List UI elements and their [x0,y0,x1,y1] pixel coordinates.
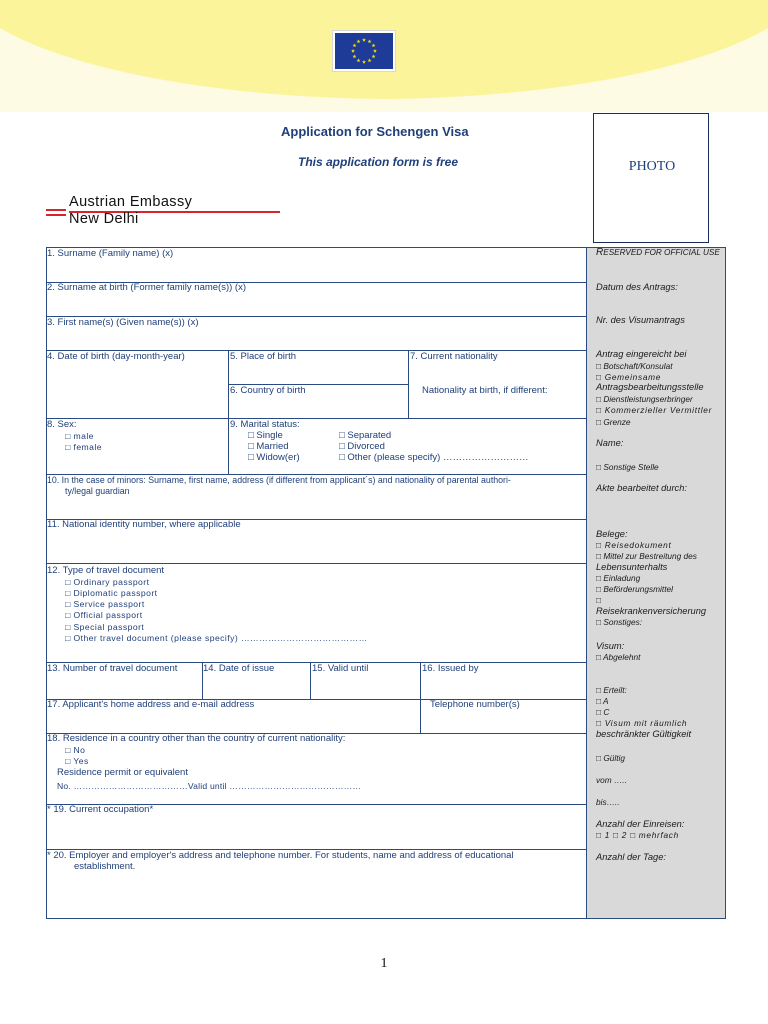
col-divider [420,699,421,733]
field-first-names[interactable]: 3. First name(s) (Given name(s)) (x) [47,317,199,328]
field-employer[interactable]: * 20. Employer and employer's address and telephone number. For students, name and address of educational [47,850,514,861]
official-erteilt-item[interactable]: □ A [596,696,609,706]
field-nationality-at-birth[interactable]: Nationality at birth, if different: [422,385,548,396]
field-sex-label: 8. Sex: [47,419,77,430]
marital-married-checkbox[interactable]: □ Married [248,441,289,452]
official-erteilt-item[interactable]: □ Erteilt: [596,685,627,695]
official-antrag-item[interactable]: □ Botschaft/Konsulat [596,361,673,371]
field-date-of-issue[interactable]: 14. Date of issue [203,663,275,674]
official-antrag-item[interactable]: □ Gemeinsame [596,372,662,382]
marital-single-checkbox[interactable]: □ Single [248,430,283,441]
field-telephone[interactable]: Telephone number(s) [430,699,520,710]
official-abgelehnt[interactable]: □ Abgelehnt [596,652,641,662]
field-employer-cont: establishment. [74,861,136,872]
col-divider [228,350,229,474]
travel-doc-service-checkbox[interactable]: □ Service passport [65,599,145,609]
red-flag-mark-bottom [46,214,66,216]
travel-doc-special-checkbox[interactable]: □ Special passport [65,622,145,632]
official-anzahl-einreisen: Anzahl der Einreisen: [596,819,685,829]
official-use-heading: RESERVED FOR OFFICIAL USE [596,247,720,258]
row-divider [46,563,586,564]
col-divider [408,350,409,418]
official-erteilt-item[interactable]: □ C [596,707,610,717]
marital-other-checkbox[interactable]: □ Other (please specify) ……………………… [339,452,529,463]
sex-female-checkbox[interactable]: □ female [65,442,102,452]
official-belege-item[interactable]: □ Reisedokument [596,540,672,550]
field-place-of-birth[interactable]: 5. Place of birth [230,351,297,362]
official-einreisen-options[interactable]: □ 1 □ 2 □ mehrfach [596,830,679,840]
official-divider [586,248,587,918]
travel-doc-diplomatic-checkbox[interactable]: □ Diplomatic passport [65,588,158,598]
embassy-city: New Delhi [69,211,139,227]
official-belege-item[interactable]: □ Sonstiges: [596,617,643,627]
official-akte: Akte bearbeitet durch: [596,483,687,493]
field-country-of-birth[interactable]: 6. Country of birth [230,385,306,396]
page-number: 1 [380,956,388,971]
official-belege-item[interactable]: □ Einladung [596,573,641,583]
embassy-name: Austrian Embassy [69,194,193,210]
travel-doc-ordinary-checkbox[interactable]: □ Ordinary passport [65,577,150,587]
official-erteilt-item: beschränkter Gültigkeit [596,729,692,739]
official-belege: Belege: [596,529,628,539]
official-belege-item[interactable]: □ Mittel zur Bestreitung des [596,551,697,561]
field-parental-authority[interactable]: 10. In the case of minors: Surname, first name, address (if different from applicant´s) and nationality of parental authori- [47,475,511,485]
official-belege-item[interactable]: □ Beförderungsmittel [596,584,673,594]
residence-yes-checkbox[interactable]: □ Yes [65,756,89,766]
official-antrag-item[interactable]: □ Dienstleistungserbringer [596,394,693,404]
field-national-id[interactable]: 11. National identity number, where applicable [47,519,241,530]
official-visum: Visum: [596,641,625,651]
field-valid-until[interactable]: 15. Valid until [312,663,369,674]
travel-doc-official-checkbox[interactable]: □ Official passport [65,610,143,620]
residence-permit-label: Residence permit or equivalent [57,767,188,778]
field-travel-document-type: 12. Type of travel document [47,565,165,576]
sex-male-checkbox[interactable]: □ male [65,431,94,441]
field-issued-by[interactable]: 16. Issued by [422,663,479,674]
official-bis: bis….. [596,797,620,807]
official-erteilt-item[interactable]: □ Visum mit räumlich [596,718,688,728]
official-name: Name: [596,438,624,448]
official-antrag: Antrag eingereicht bei [596,349,687,359]
col-divider [310,662,311,699]
field-surname[interactable]: 1. Surname (Family name) (x) [47,248,174,259]
official-belege-item: Lebensunterhalts [596,562,668,572]
residence-permit-number-line[interactable]: No. …………………………………Valid until ……………………………………… [57,781,362,791]
photo-box[interactable] [593,113,709,243]
travel-doc-other-checkbox[interactable]: □ Other travel document (please specify) …………………………………… [65,633,368,643]
official-antrag-item[interactable]: □ Kommerzieller Vermittler [596,405,713,415]
red-flag-mark-top [46,209,66,211]
eu-flag-icon [332,30,396,72]
field-residence-other-country: 18. Residence in a country other than the country of current nationality: [47,733,346,744]
field-travel-document-number[interactable]: 13. Number of travel document [47,663,178,674]
photo-label: PHOTO [628,159,676,174]
official-anzahl-tage: Anzahl der Tage: [596,852,666,862]
field-marital-status-label: 9. Marital status: [230,419,300,430]
field-surname-at-birth[interactable]: 2. Surname at birth (Former family name(s)) (x) [47,282,247,293]
official-belege-item[interactable]: □ [596,595,602,605]
official-datum: Datum des Antrags: [596,282,678,292]
official-gueltig[interactable]: □ Gültig [596,753,625,763]
marital-separated-checkbox[interactable]: □ Separated [339,430,392,441]
field-date-of-birth[interactable]: 4. Date of birth (day-month-year) [47,351,185,362]
field-current-nationality[interactable]: 7. Current nationality [410,351,498,362]
field-current-occupation[interactable]: * 19. Current occupation* [47,804,154,815]
official-nr: Nr. des Visumantrags [596,315,685,325]
official-vom: vom ….. [596,775,627,785]
row-divider [46,418,586,419]
field-home-address[interactable]: 17. Applicant's home address and e-mail address [47,699,255,710]
official-antrag-item: Antragsbearbeitungsstelle [596,382,704,392]
official-belege-item: Reisekrankenversicherung [596,606,707,616]
field-parental-authority-cont: ty/legal guardian [65,486,130,496]
official-sonstige-stelle[interactable]: □ Sonstige Stelle [596,462,659,472]
page-title: Application for Schengen Visa [281,124,469,139]
official-antrag-item[interactable]: □ Grenze [596,417,631,427]
col-divider [420,662,421,699]
marital-divorced-checkbox[interactable]: □ Divorced [339,441,385,452]
page-subtitle: This application form is free [298,155,459,169]
marital-widow-checkbox[interactable]: □ Widow(er) [248,452,300,463]
residence-no-checkbox[interactable]: □ No [65,745,86,755]
